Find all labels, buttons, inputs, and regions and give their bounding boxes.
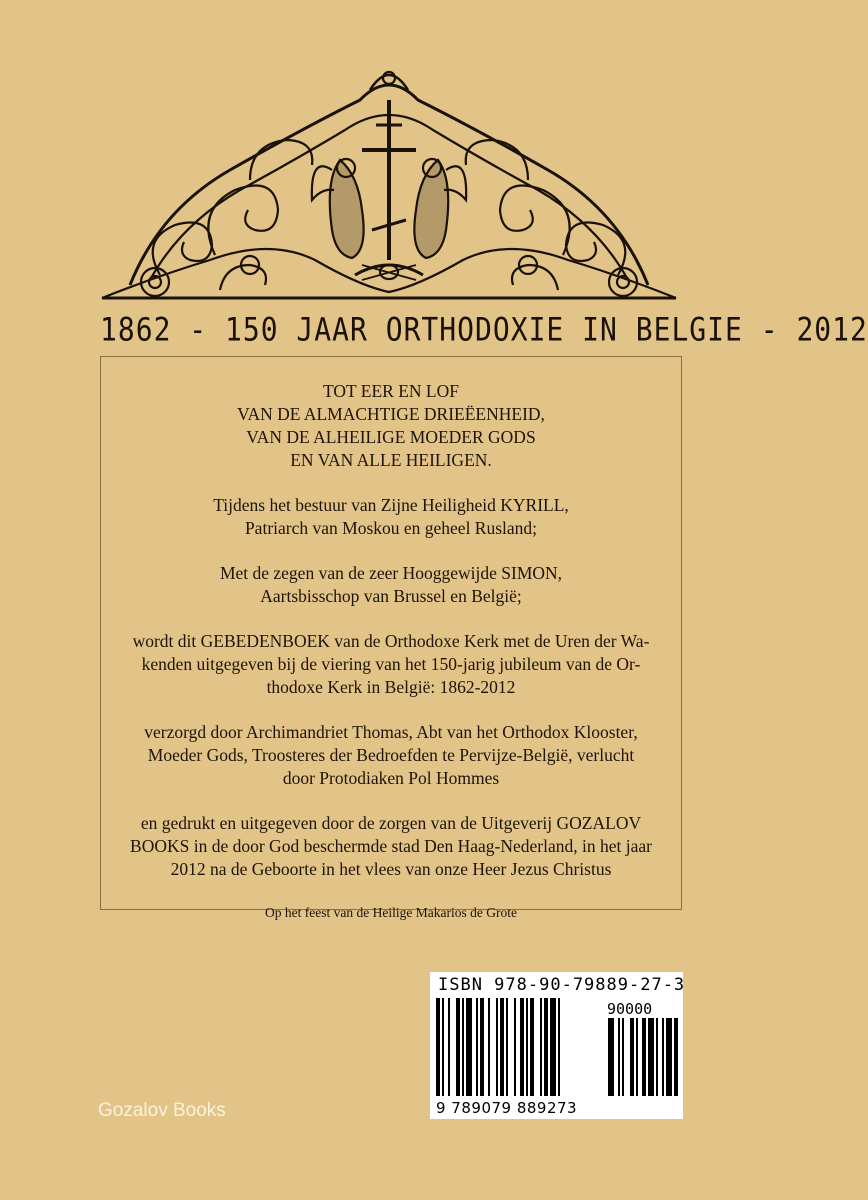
publisher-name: Gozalov Books — [98, 1100, 226, 1121]
text-line: Aartsbisschop van Brussel en België; — [260, 586, 522, 606]
text-line: TOT EER EN LOF — [323, 381, 459, 401]
text-line: EN VAN ALLE HEILIGEN. — [290, 450, 492, 470]
printing-paragraph — [121, 812, 661, 881]
text-line: BOOKS in de door God beschermde stad Den Haag-Nederland, in het jaar — [130, 836, 652, 856]
editor-paragraph — [121, 721, 661, 790]
barcode-bars-icon — [436, 998, 677, 1098]
text-line: 2012 na de Geboorte in het vlees van onze Heer Jezus Christus — [170, 859, 612, 879]
text-line: door Protodiaken Pol Hommes — [282, 768, 500, 788]
text-line: kenden uitgegeven bij de viering van het 150-jarig jubileum van de Or- — [141, 654, 641, 674]
barcode-digits: 9 789079 889273 — [436, 1099, 578, 1117]
text-line: verzorgd door Archimandriet Thomas, Abt van het Orthodox Klooster, — [144, 722, 638, 742]
text-line: VAN DE ALMACHTIGE DRIEËENHEID, — [237, 404, 545, 424]
text-line: Tijdens het bestuur van Zijne Heiligheid KYRILL, — [213, 495, 569, 515]
isbn-barcode — [430, 972, 686, 1119]
blessing-paragraph — [121, 562, 661, 608]
text-line: VAN DE ALHEILIGE MOEDER GODS — [246, 427, 536, 447]
anniversary-banner: 1862 - 150 JAAR ORTHODOXIE IN BELGIE - 2012 — [100, 310, 868, 349]
reign-paragraph — [121, 494, 661, 540]
isbn-label: ISBN 978-90-79889-27-3 — [438, 975, 686, 995]
text-line: Moeder Gods, Troosteres der Bedroefden te Pervijze-België, verlucht — [147, 745, 635, 765]
text-line: Met de zegen van de zeer Hooggewijde SIMON, — [219, 563, 563, 583]
text-line: wordt dit GEBEDENBOEK van de Orthodoxe Kerk met de Uren der Wa- — [132, 631, 650, 651]
dedication-paragraph — [121, 380, 661, 472]
feast-line: Op het feest van de Heilige Makarios de Grote — [265, 905, 517, 920]
dedication-text-box — [100, 356, 682, 920]
barcode-addon-digits: 90000 — [607, 1000, 653, 1018]
ornament-icon — [100, 60, 678, 302]
text-line: Patriarch van Moskou en geheel Rusland; — [244, 518, 538, 538]
text-line: en gedrukt en uitgegeven door de zorgen van de Uitgeverij GOZALOV — [140, 813, 642, 833]
text-line: thodoxe Kerk in België: 1862-2012 — [266, 677, 516, 697]
book-paragraph — [121, 630, 661, 699]
